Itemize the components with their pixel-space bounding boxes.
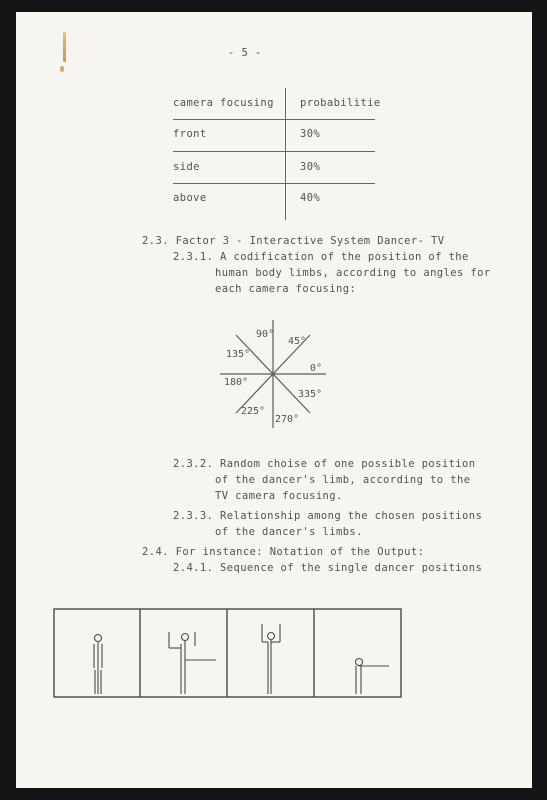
- paragraph-line: 2.4.1. Sequence of the single dancer positions: [173, 562, 483, 574]
- dancer-figure-3: [262, 624, 280, 694]
- table-cell: 30%: [300, 161, 321, 173]
- table-cell: above: [173, 192, 207, 204]
- paragraph-line: of the dancer's limbs.: [215, 526, 363, 538]
- table-header: probabilitie: [300, 97, 381, 109]
- dancer-figure-1: [94, 635, 102, 695]
- section-2-3-heading: 2.3. Factor 3 - Interactive System Dancer- TV: [142, 235, 445, 247]
- document-page: [16, 12, 532, 788]
- paragraph-line: 2.3.2. Random choise of one possible position: [173, 458, 476, 470]
- table-header: camera focusing: [173, 97, 274, 109]
- dancer-figure-2: [169, 632, 216, 694]
- angle-label: 270°: [275, 414, 300, 425]
- page-number: - 5 -: [228, 47, 262, 59]
- table-cell: front: [173, 128, 207, 140]
- paragraph-line: of the dancer's limb, according to the: [215, 474, 471, 486]
- stain-mark: [60, 66, 64, 72]
- table-cell: 40%: [300, 192, 321, 204]
- angle-label: 135°: [226, 349, 251, 360]
- table-cell: side: [173, 161, 200, 173]
- angle-label: 335°: [298, 389, 323, 400]
- section-2-4-heading: 2.4. For instance: Notation of the Output:: [142, 546, 425, 558]
- dancer-figure-4: [356, 659, 390, 695]
- angle-label: 45°: [288, 336, 307, 347]
- paragraph-line: each camera focusing:: [215, 283, 357, 295]
- stain-mark: [63, 32, 66, 62]
- paragraph-line: TV camera focusing.: [215, 490, 343, 502]
- angle-label: 90°: [256, 329, 275, 340]
- angle-diagram: [208, 310, 338, 440]
- camera-probability-table: [173, 88, 381, 220]
- table-cell: 30%: [300, 128, 321, 140]
- paragraph-line: 2.3.3. Relationship among the chosen positions: [173, 510, 483, 522]
- paragraph-line: 2.3.1. A codification of the position of the: [173, 251, 469, 263]
- dancer-positions-strip: [53, 608, 403, 700]
- paragraph-line: human body limbs, according to angles for: [215, 267, 491, 279]
- angle-label: 180°: [224, 377, 249, 388]
- angle-label: 225°: [241, 406, 266, 417]
- angle-label: 0°: [310, 363, 323, 374]
